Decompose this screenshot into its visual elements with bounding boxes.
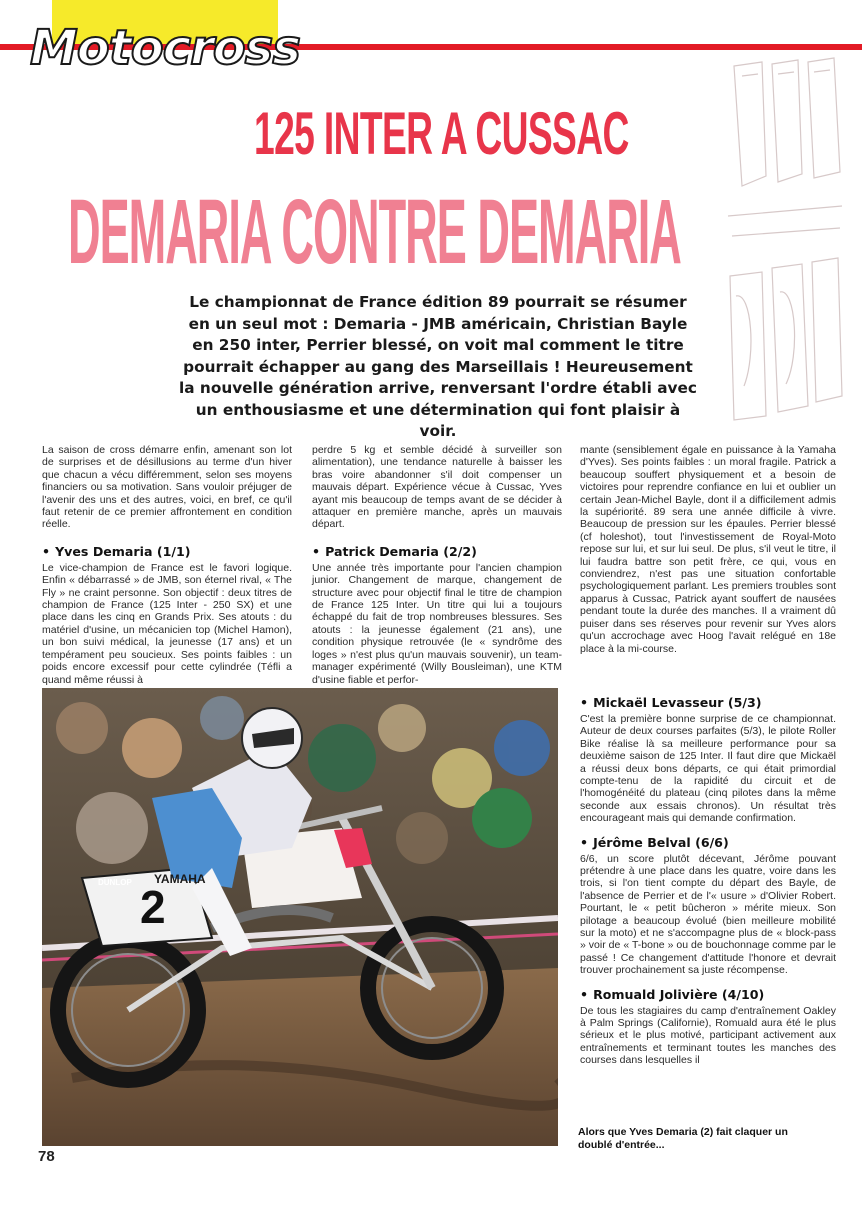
bullet-icon: •: [580, 834, 589, 850]
article-headline: DEMARIA CONTRE DEMARIA: [68, 181, 681, 283]
tire-brand-label: DUNLOP: [98, 878, 132, 887]
paragraph: perdre 5 kg et semble décidé à surveiller son alimentation), une tendance naturelle à baisser les bras voire abandonner s'il doit compenser un mauvais départ. Expérience vécue à Cussac, Yves ayant mis beaucoup de temps avant de se décider à attaquer en première manche, après un mauvais départ.: [312, 444, 562, 531]
rider-heading-yves-demaria: • Yves Demaria (1/1): [42, 543, 191, 559]
bullet-icon: •: [42, 543, 51, 559]
text-column-2: [312, 444, 562, 686]
rider-heading-romuald-joliviere: • Romuald Jolivière (4/10): [580, 986, 765, 1002]
paragraph: Une année très importante pour l'ancien champion junior. Changement de marque, changement de structure avec pour objectif final le titre de champion de France 125 Inter. Un titre qui lui a toujours échappé du fait de trop nombreuses blessures. Ses atouts : la jeunesse également (21 ans), une condition physique retrouvée (le « syndrôme des loges » n'est plus qu'un mauvais souvenir), un team-manager expérimenté (Willy Bousleiman), une KTM d'usine fiable et perfor-: [312, 561, 562, 686]
photo-caption: Alors que Yves Demaria (2) fait claquer un doublé d'entrée...: [578, 1126, 788, 1151]
paragraph: La saison de cross démarre enfin, amenant son lot de surprises et de désillusions au terme d'un hiver que chacun a vécu différemment, selon ses moyens financiers ou sa motivation. Sans vouloir préjuger de l'avenir des uns et des autres, voici, en bref, ce qu'il faut retenir de ce premier affrontement en condition réelle.: [42, 444, 292, 531]
page-number: 78: [38, 1148, 55, 1165]
bullet-icon: •: [312, 543, 321, 559]
article-intro: Le championnat de France édition 89 pourrait se résumer en un seul mot : Demaria - JMB américain, Christian Bayle en 250 inter, Perrier blessé, on voit mal comment le titre pourrait échapper au gang des Marseillais ! Heureusement la nouvelle génération arrive, renversant l'ordre établi avec un enthousiasme et une détermination qui font plaisir à voir.: [179, 293, 697, 440]
paragraph: Le vice-champion de France est le favori logique. Enfin « débarrassé » de JMB, son éternel rival, « The Fly » ne craint personne. Son objectif : deux titres de champion de France (125 Inter - 250 SX) et une place dans les cinq en Grands Prix. Ses atouts : du matériel d'usine, un mécanicien top (Michel Hamon), un bon suivi médical, la jeunesse (17 ans) et un tempérament peu soucieux. Ses points faibles : un poids encore excessif pour cette cylindrée (Téfli a quand même réussi à: [42, 561, 292, 686]
rider-heading-jerome-belval: • Jérôme Belval (6/6): [580, 834, 729, 850]
article-kicker: 125 INTER A CUSSAC: [254, 100, 629, 167]
sketch-illustration: [722, 56, 848, 426]
race-photo: [42, 688, 558, 1146]
rider-heading-patrick-demaria: • Patrick Demaria (2/2): [312, 543, 477, 559]
rider-heading-mickael-levasseur: • Mickaël Levasseur (5/3): [580, 694, 762, 710]
text-column-1: [42, 444, 292, 686]
race-number-plate: 2: [140, 881, 166, 933]
section-label: Motocross: [30, 20, 300, 76]
bike-brand-label: YAMAHA: [154, 872, 206, 886]
bullet-icon: •: [580, 694, 589, 710]
paragraph: 6/6, un score plutôt décevant, Jérôme pouvant prétendre à une place dans les quatre, voire dans les trois, si l'on tient compte du départ des Bayle, de l'absence de Perrier et de l'« usure » d'Olivier Robert. Pourtant, le « petit bûcheron » mérite mieux. Son pilotage a beaucoup évolué (bien meilleure mobilité sur la moto) et ne s'accompagne plus de « block-pass » voir de « T-bone » ou de bouchonnage comme par le passé ! Ce changement d'attitude l'honore et devrait trouver prochainement sa juste récompense.: [580, 852, 836, 977]
photo-illustration: [42, 688, 558, 1146]
paragraph: mante (sensiblement égale en puissance à la Yamaha d'Yves). Ses points faibles : un moral fragile. Patrick a beaucoup souffert physiquement et a besoin de victoires pour reprendre confiance en lui et oublier un certain Jean-Michel Bayle, dont il a difficilement admis la supériorité. 89 sera une année difficile à vivre. Beaucoup de pression sur les épaules. Perrier blessé (cf holeshot), tout l'investissement de Royal-Moto repose sur lui, et sur lui seul. De plus, s'il veut le titre, il lui faudra battre son petit frère, ce qui, vous en conviendrez, n'est pas une situation confortable psychologiquement parlant. Les premiers troubles sont apparus à Cussac, Patrick ayant souffert de nausées pendant toute la durée des manches. Il a vraiment dû puiser dans ses réserves pour revenir sur Yves alors qu'un accrochage avec Hoog l'avait relégué en 18e place à la mi-course.: [580, 444, 836, 655]
paragraph: De tous les stagiaires du camp d'entraînement Oakley à Palm Springs (Californie), Romuald aura été le plus sérieux et le plus motivé, participant activement aux entraînements et terminant toutes les manches des courses dans lesquelles il: [580, 1004, 836, 1067]
bullet-icon: •: [580, 986, 589, 1002]
paragraph: C'est la première bonne surprise de ce championnat. Auteur de deux courses parfaites (5/3), le pilote Roller Bike réalise là sa meilleure performance pour sa deuxième saison de 125 Inter. Il faut dire que Mickaël a réussi deux bons départs, ce qui était primordial compte-tenu de la rapidité du circuit et de l'homogénéité du plateau (cinq pilotes dans la même seconde aux essais chronos). Un résultat très encourageant mais qui demande confirmation.: [580, 712, 836, 825]
text-column-3: [580, 444, 836, 1067]
